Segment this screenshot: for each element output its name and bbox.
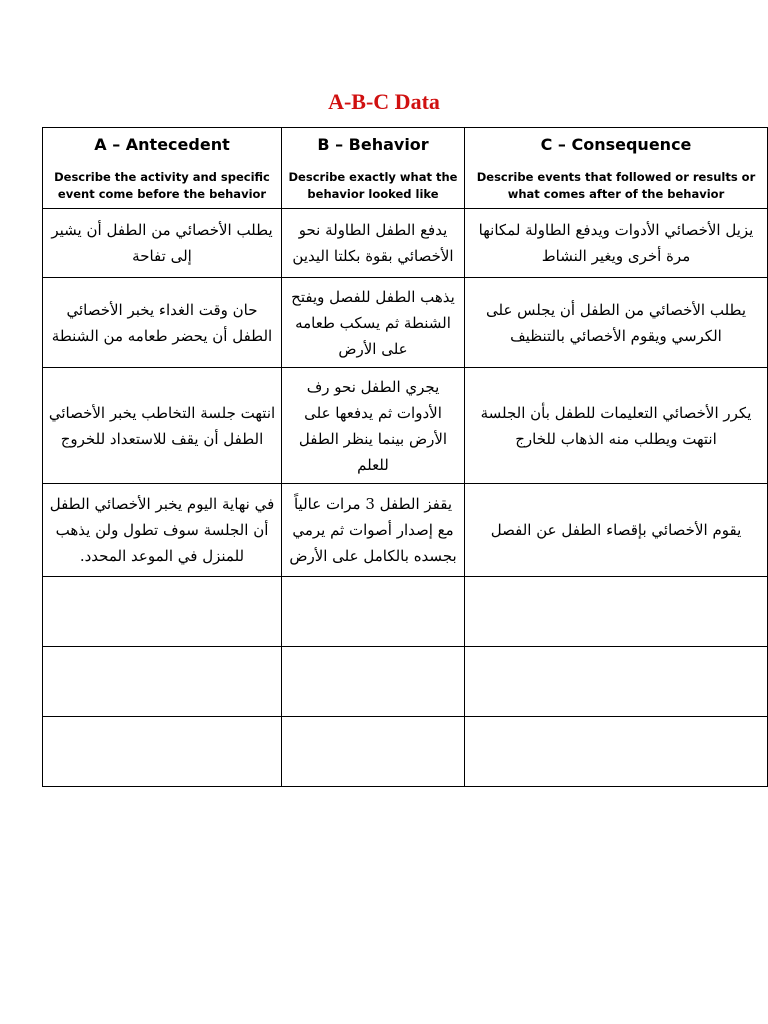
behavior-cell: يدفع الطفل الطاولة نحو الأخصائي بقوة بكلتا اليدين xyxy=(282,209,465,278)
consequence-description: Describe events that followed or results or what comes after of the behavior xyxy=(476,170,756,201)
antecedent-cell: حان وقت الغداء يخبر الأخصائي الطفل أن يحضر طعامه من الشنطة xyxy=(43,278,282,368)
behavior-cell: يجري الطفل نحو رف الأدوات ثم يدفعها على الأرض بينما ينظر الطفل للعلم xyxy=(282,368,465,484)
table-header-row xyxy=(43,128,768,209)
abc-data-table xyxy=(42,127,768,787)
table-row xyxy=(43,209,768,278)
consequence-cell: يقوم الأخصائي بإقصاء الطفل عن الفصل xyxy=(465,484,768,577)
antecedent-description: Describe the activity and specific event come before the behavior xyxy=(54,170,270,201)
empty-cell[interactable] xyxy=(282,717,465,787)
empty-cell[interactable] xyxy=(465,577,768,647)
empty-cell[interactable] xyxy=(43,577,282,647)
consequence-cell: يكرر الأخصائي التعليمات للطفل بأن الجلسة انتهت ويطلب منه الذهاب للخارج xyxy=(465,368,768,484)
empty-row xyxy=(43,717,768,787)
antecedent-cell: يطلب الأخصائي من الطفل أن يشير إلى تفاحة xyxy=(43,209,282,278)
empty-row xyxy=(43,647,768,717)
empty-cell[interactable] xyxy=(43,717,282,787)
empty-cell[interactable] xyxy=(465,717,768,787)
empty-cell[interactable] xyxy=(43,647,282,717)
behavior-description: Describe exactly what the behavior looked like xyxy=(288,170,458,201)
header-antecedent xyxy=(43,128,282,209)
antecedent-cell: في نهاية اليوم يخبر الأخصائي الطفل أن الجلسة سوف تطول ولن يذهب للمنزل في الموعد المحدد. xyxy=(43,484,282,577)
empty-row xyxy=(43,577,768,647)
header-consequence xyxy=(465,128,768,209)
table-row xyxy=(43,278,768,368)
empty-cell[interactable] xyxy=(282,647,465,717)
antecedent-cell: انتهت جلسة التخاطب يخبر الأخصائي الطفل أن يقف للاستعداد للخروج xyxy=(43,368,282,484)
table-row xyxy=(43,484,768,577)
consequence-cell: يزيل الأخصائي الأدوات ويدفع الطاولة لمكانها مرة أخرى ويغير النشاط xyxy=(465,209,768,278)
consequence-cell: يطلب الأخصائي من الطفل أن يجلس على الكرسي ويقوم الأخصائي بالتنظيف xyxy=(465,278,768,368)
antecedent-heading: A – Antecedent xyxy=(94,135,230,154)
table-row xyxy=(43,368,768,484)
empty-cell[interactable] xyxy=(465,647,768,717)
behavior-cell: يذهب الطفل للفصل ويفتح الشنطة ثم يسكب طعامه على الأرض xyxy=(282,278,465,368)
document-title: A-B-C Data xyxy=(328,89,440,114)
behavior-cell: يقفز الطفل 3 مرات عالياً مع إصدار أصوات ثم يرمي بجسده بالكامل على الأرض xyxy=(282,484,465,577)
behavior-heading: B – Behavior xyxy=(317,135,429,154)
consequence-heading: C – Consequence xyxy=(540,135,692,154)
header-behavior xyxy=(282,128,465,209)
empty-cell[interactable] xyxy=(282,577,465,647)
